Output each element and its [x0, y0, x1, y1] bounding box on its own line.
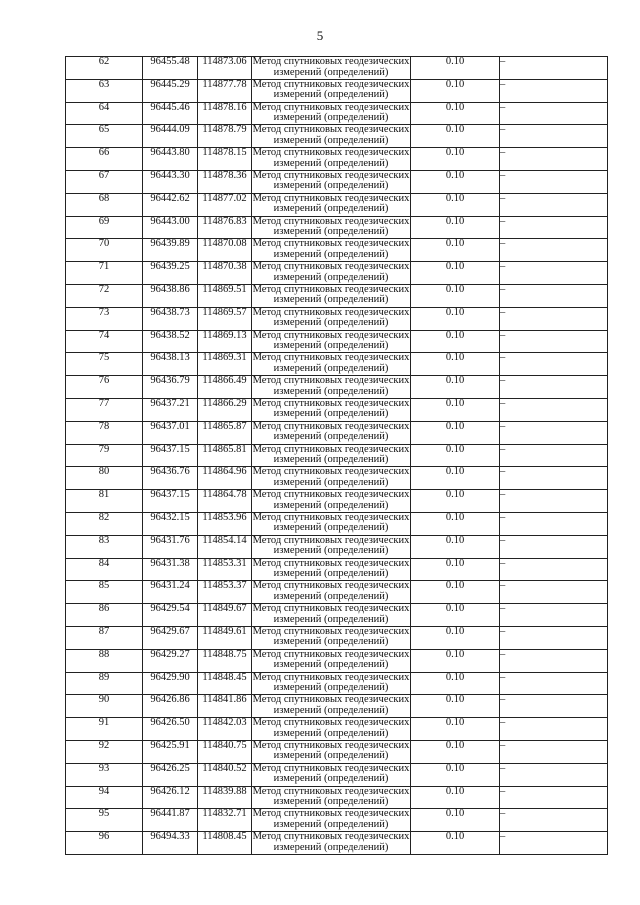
note-cell: – — [500, 216, 608, 239]
note-cell: – — [500, 193, 608, 216]
method-cell: Метод спутниковых геодезических измерений (определений) — [252, 397, 410, 420]
y-coordinate-cell: 114839.88 — [198, 786, 252, 809]
accuracy-cell: 0.10 — [411, 535, 500, 558]
table-row — [66, 832, 608, 855]
method-cell: Метод спутниковых геодезических измерений (определений) — [252, 147, 410, 169]
point-number-cell: 69 — [66, 216, 143, 239]
x-coordinate-cell: 96438.52 — [143, 330, 198, 353]
y-coordinate-cell: 114864.96 — [198, 467, 252, 490]
method-cell: Метод спутниковых геодезических измерений (определений) — [252, 420, 410, 443]
accuracy-cell: 0.10 — [411, 467, 500, 490]
note-cell: – — [500, 740, 608, 763]
table-row — [66, 649, 608, 672]
x-coordinate-cell: 96429.54 — [143, 604, 198, 627]
accuracy-cell: 0.10 — [411, 581, 500, 604]
note-cell: – — [500, 262, 608, 285]
accuracy-cell: 0.10 — [411, 740, 500, 763]
y-coordinate-cell: 114853.31 — [198, 558, 252, 581]
y-coordinate-cell: 114869.13 — [198, 330, 252, 353]
point-number-cell: 72 — [66, 284, 143, 307]
table-row — [66, 558, 608, 581]
point-number-cell: 93 — [66, 763, 143, 786]
y-coordinate-cell: 114870.38 — [198, 262, 252, 285]
y-coordinate-cell: 114866.29 — [198, 398, 252, 421]
table-row — [66, 581, 608, 604]
accuracy-cell: 0.10 — [411, 672, 500, 695]
method-cell: Метод спутниковых геодезических измерений (определений) — [252, 762, 410, 785]
note-cell: – — [500, 695, 608, 718]
table-row — [66, 763, 608, 786]
point-number-cell: 62 — [66, 57, 143, 80]
point-number-cell: 66 — [66, 148, 143, 171]
x-coordinate-cell: 96442.62 — [143, 193, 198, 216]
y-coordinate-cell: 114841.86 — [198, 695, 252, 718]
accuracy-cell: 0.10 — [411, 695, 500, 718]
accuracy-cell: 0.10 — [411, 809, 500, 832]
table-row — [66, 740, 608, 763]
note-cell: – — [500, 330, 608, 353]
y-coordinate-cell: 114869.51 — [198, 284, 252, 307]
x-coordinate-cell: 96437.15 — [143, 444, 198, 467]
note-cell: – — [500, 239, 608, 262]
method-cell: Метод спутниковых геодезических измерений (определений) — [252, 625, 410, 648]
accuracy-cell: 0.10 — [411, 284, 500, 307]
point-number-cell: 74 — [66, 330, 143, 353]
x-coordinate-cell: 96431.24 — [143, 581, 198, 604]
page-number: 5 — [316, 28, 324, 43]
table-row — [66, 398, 608, 421]
accuracy-cell: 0.10 — [411, 125, 500, 148]
x-coordinate-cell: 96441.87 — [143, 809, 198, 832]
x-coordinate-cell: 96438.73 — [143, 307, 198, 330]
accuracy-cell: 0.10 — [411, 307, 500, 330]
table-row — [66, 672, 608, 695]
method-cell: Метод спутниковых геодезических измерений (определений) — [252, 557, 410, 580]
table-row — [66, 262, 608, 285]
point-number-cell: 94 — [66, 786, 143, 809]
note-cell: – — [500, 718, 608, 741]
accuracy-cell: 0.10 — [411, 718, 500, 741]
method-cell: Метод спутниковых геодезических измерений (определений) — [252, 78, 410, 101]
y-coordinate-cell: 114853.37 — [198, 581, 252, 604]
note-cell: – — [500, 490, 608, 513]
table-row — [66, 193, 608, 216]
y-coordinate-cell: 114840.75 — [198, 740, 252, 763]
x-coordinate-cell: 96437.21 — [143, 398, 198, 421]
accuracy-cell: 0.10 — [411, 193, 500, 216]
accuracy-cell: 0.10 — [411, 148, 500, 171]
point-number-cell: 79 — [66, 444, 143, 467]
accuracy-cell: 0.10 — [411, 558, 500, 581]
x-coordinate-cell: 96425.91 — [143, 740, 198, 763]
y-coordinate-cell: 114878.15 — [198, 148, 252, 171]
point-number-cell: 85 — [66, 581, 143, 604]
note-cell: – — [500, 786, 608, 809]
point-number-cell: 76 — [66, 376, 143, 399]
method-cell: Метод спутниковых геодезических измерений (определений) — [252, 831, 410, 853]
accuracy-cell: 0.10 — [411, 79, 500, 102]
note-cell: – — [500, 626, 608, 649]
y-coordinate-cell: 114869.31 — [198, 353, 252, 376]
table-row — [66, 604, 608, 627]
note-cell: – — [500, 832, 608, 855]
note-cell: – — [500, 307, 608, 330]
point-number-cell: 82 — [66, 512, 143, 535]
method-cell: Метод спутниковых геодезических измерений (определений) — [252, 489, 410, 511]
table-row — [66, 79, 608, 102]
table-row — [66, 376, 608, 399]
note-cell: – — [500, 353, 608, 376]
note-cell: – — [500, 512, 608, 535]
note-cell: – — [500, 444, 608, 467]
table-row — [66, 512, 608, 535]
point-number-cell: 90 — [66, 695, 143, 718]
accuracy-cell: 0.10 — [411, 512, 500, 535]
method-cell: Метод спутниковых геодезических измерений (определений) — [252, 603, 410, 625]
point-number-cell: 86 — [66, 604, 143, 627]
point-number-cell: 80 — [66, 467, 143, 490]
note-cell: – — [500, 604, 608, 627]
point-number-cell: 92 — [66, 740, 143, 763]
y-coordinate-cell: 114808.45 — [198, 832, 252, 855]
table-row — [66, 786, 608, 809]
note-cell: – — [500, 558, 608, 581]
note-cell: – — [500, 581, 608, 604]
accuracy-cell: 0.10 — [411, 216, 500, 239]
x-coordinate-cell: 96438.86 — [143, 284, 198, 307]
x-coordinate-cell: 96426.86 — [143, 695, 198, 718]
y-coordinate-cell: 114878.36 — [198, 170, 252, 193]
x-coordinate-cell: 96437.15 — [143, 490, 198, 513]
x-coordinate-cell: 96426.12 — [143, 786, 198, 809]
method-cell: Метод спутниковых геодезических измерений (определений) — [252, 694, 410, 716]
method-cell: Метод спутниковых геодезических измерений (определений) — [252, 169, 410, 192]
point-number-cell: 70 — [66, 239, 143, 262]
x-coordinate-cell: 96439.89 — [143, 239, 198, 262]
method-cell: Метод спутниковых геодезических измерений (определений) — [252, 671, 410, 694]
y-coordinate-cell: 114870.08 — [198, 239, 252, 262]
table-row — [66, 444, 608, 467]
y-coordinate-cell: 114849.61 — [198, 626, 252, 649]
table-row — [66, 695, 608, 718]
accuracy-cell: 0.10 — [411, 786, 500, 809]
accuracy-cell: 0.10 — [411, 262, 500, 285]
method-cell: Метод спутниковых геодезических измерений (определений) — [252, 124, 410, 146]
x-coordinate-cell: 96443.30 — [143, 170, 198, 193]
point-number-cell: 73 — [66, 307, 143, 330]
y-coordinate-cell: 114869.57 — [198, 307, 252, 330]
y-coordinate-cell: 114878.16 — [198, 102, 252, 125]
x-coordinate-cell: 96443.00 — [143, 216, 198, 239]
x-coordinate-cell: 96444.09 — [143, 125, 198, 148]
accuracy-cell: 0.10 — [411, 832, 500, 855]
table-row — [66, 330, 608, 353]
accuracy-cell: 0.10 — [411, 376, 500, 399]
table-row — [66, 718, 608, 741]
method-cell: Метод спутниковых геодезических измерений (определений) — [252, 192, 410, 215]
method-cell: Метод спутниковых геодезических измерений (определений) — [252, 375, 410, 397]
x-coordinate-cell: 96429.67 — [143, 626, 198, 649]
accuracy-cell: 0.10 — [411, 398, 500, 421]
y-coordinate-cell: 114873.06 — [198, 57, 252, 80]
method-cell: Метод спутниковых геодезических измерений (определений) — [252, 238, 410, 260]
table-row — [66, 284, 608, 307]
note-cell: – — [500, 535, 608, 558]
accuracy-cell: 0.10 — [411, 763, 500, 786]
point-number-cell: 89 — [66, 672, 143, 695]
point-number-cell: 75 — [66, 353, 143, 376]
x-coordinate-cell: 96426.50 — [143, 718, 198, 741]
note-cell: – — [500, 57, 608, 80]
x-coordinate-cell: 96431.76 — [143, 535, 198, 558]
x-coordinate-cell: 96437.01 — [143, 421, 198, 444]
coordinates-table — [65, 56, 608, 855]
method-cell: Метод спутниковых геодезических измерений (определений) — [252, 352, 410, 374]
method-cell: Метод спутниковых геодезических измерений (определений) — [252, 466, 410, 488]
method-cell: Метод спутниковых геодезических измерений (определений) — [252, 648, 410, 671]
method-cell: Метод спутниковых геодезических измерений (определений) — [252, 101, 410, 124]
accuracy-cell: 0.10 — [411, 353, 500, 376]
table-row — [66, 148, 608, 171]
y-coordinate-cell: 114854.14 — [198, 535, 252, 558]
accuracy-cell: 0.10 — [411, 239, 500, 262]
table-row — [66, 535, 608, 558]
x-coordinate-cell: 96439.25 — [143, 262, 198, 285]
point-number-cell: 65 — [66, 125, 143, 148]
point-number-cell: 84 — [66, 558, 143, 581]
method-cell: Метод спутниковых геодезических измерений (определений) — [252, 56, 410, 78]
point-number-cell: 63 — [66, 79, 143, 102]
note-cell: – — [500, 672, 608, 695]
x-coordinate-cell: 96455.48 — [143, 57, 198, 80]
y-coordinate-cell: 114853.96 — [198, 512, 252, 535]
method-cell: Метод спутниковых геодезических измерений (определений) — [252, 739, 410, 762]
table-row — [66, 102, 608, 125]
point-number-cell: 96 — [66, 832, 143, 855]
note-cell: – — [500, 284, 608, 307]
note-cell: – — [500, 102, 608, 125]
note-cell: – — [500, 170, 608, 193]
point-number-cell: 77 — [66, 398, 143, 421]
point-number-cell: 64 — [66, 102, 143, 125]
x-coordinate-cell: 96436.76 — [143, 467, 198, 490]
x-coordinate-cell: 96431.38 — [143, 558, 198, 581]
note-cell: – — [500, 467, 608, 490]
y-coordinate-cell: 114849.67 — [198, 604, 252, 627]
y-coordinate-cell: 114878.79 — [198, 125, 252, 148]
accuracy-cell: 0.10 — [411, 604, 500, 627]
y-coordinate-cell: 114865.81 — [198, 444, 252, 467]
note-cell: – — [500, 649, 608, 672]
table-row — [66, 216, 608, 239]
method-cell: Метод спутниковых геодезических измерений (определений) — [252, 534, 410, 557]
table-row — [66, 239, 608, 262]
y-coordinate-cell: 114840.52 — [198, 763, 252, 786]
accuracy-cell: 0.10 — [411, 490, 500, 513]
accuracy-cell: 0.10 — [411, 649, 500, 672]
x-coordinate-cell: 96494.33 — [143, 832, 198, 855]
point-number-cell: 95 — [66, 809, 143, 832]
y-coordinate-cell: 114877.78 — [198, 79, 252, 102]
note-cell: – — [500, 398, 608, 421]
method-cell: Метод спутниковых геодезических измерений (определений) — [252, 329, 410, 352]
x-coordinate-cell: 96445.29 — [143, 79, 198, 102]
point-number-cell: 67 — [66, 170, 143, 193]
x-coordinate-cell: 96445.46 — [143, 102, 198, 125]
y-coordinate-cell: 114848.45 — [198, 672, 252, 695]
x-coordinate-cell: 96438.13 — [143, 353, 198, 376]
method-cell: Метод спутниковых геодезических измерений (определений) — [252, 215, 410, 238]
accuracy-cell: 0.10 — [411, 102, 500, 125]
table-row — [66, 421, 608, 444]
table-row — [66, 353, 608, 376]
table-row — [66, 467, 608, 490]
y-coordinate-cell: 114866.49 — [198, 376, 252, 399]
point-number-cell: 71 — [66, 262, 143, 285]
point-number-cell: 68 — [66, 193, 143, 216]
x-coordinate-cell: 96436.79 — [143, 376, 198, 399]
point-number-cell: 81 — [66, 490, 143, 513]
y-coordinate-cell: 114842.03 — [198, 718, 252, 741]
note-cell: – — [500, 763, 608, 786]
point-number-cell: 91 — [66, 718, 143, 741]
accuracy-cell: 0.10 — [411, 444, 500, 467]
method-cell: Метод спутниковых геодезических измерений (определений) — [252, 785, 410, 807]
method-cell: Метод спутниковых геодезических измерений (определений) — [252, 283, 410, 306]
method-cell: Метод спутниковых геодезических измерений (определений) — [252, 580, 410, 602]
accuracy-cell: 0.10 — [411, 170, 500, 193]
table-row — [66, 626, 608, 649]
x-coordinate-cell: 96429.27 — [143, 649, 198, 672]
method-cell: Метод спутниковых геодезических измерений (определений) — [252, 511, 410, 534]
table-row — [66, 490, 608, 513]
y-coordinate-cell: 114864.78 — [198, 490, 252, 513]
table-row — [66, 170, 608, 193]
note-cell: – — [500, 79, 608, 102]
coordinates-table-body — [66, 57, 608, 855]
accuracy-cell: 0.10 — [411, 421, 500, 444]
point-number-cell: 78 — [66, 421, 143, 444]
table-row — [66, 125, 608, 148]
point-number-cell: 83 — [66, 535, 143, 558]
method-cell: Метод спутниковых геодезических измерений (определений) — [252, 306, 410, 329]
x-coordinate-cell: 96443.80 — [143, 148, 198, 171]
note-cell: – — [500, 376, 608, 399]
y-coordinate-cell: 114877.02 — [198, 193, 252, 216]
note-cell: – — [500, 125, 608, 148]
y-coordinate-cell: 114848.75 — [198, 649, 252, 672]
note-cell: – — [500, 148, 608, 171]
method-cell: Метод спутниковых геодезических измерений (определений) — [252, 717, 410, 739]
method-cell: Метод спутниковых геодезических измерений (определений) — [252, 261, 410, 283]
accuracy-cell: 0.10 — [411, 626, 500, 649]
table-row — [66, 57, 608, 80]
x-coordinate-cell: 96432.15 — [143, 512, 198, 535]
method-cell: Метод спутниковых геодезических измерений (определений) — [252, 808, 410, 830]
y-coordinate-cell: 114832.71 — [198, 809, 252, 832]
table-row — [66, 809, 608, 832]
y-coordinate-cell: 114876.83 — [198, 216, 252, 239]
x-coordinate-cell: 96429.90 — [143, 672, 198, 695]
point-number-cell: 87 — [66, 626, 143, 649]
x-coordinate-cell: 96426.25 — [143, 763, 198, 786]
accuracy-cell: 0.10 — [411, 330, 500, 353]
note-cell: – — [500, 421, 608, 444]
method-cell: Метод спутниковых геодезических измерений (определений) — [252, 443, 410, 466]
accuracy-cell: 0.10 — [411, 57, 500, 80]
table-row — [66, 307, 608, 330]
note-cell: – — [500, 809, 608, 832]
y-coordinate-cell: 114865.87 — [198, 421, 252, 444]
point-number-cell: 88 — [66, 649, 143, 672]
